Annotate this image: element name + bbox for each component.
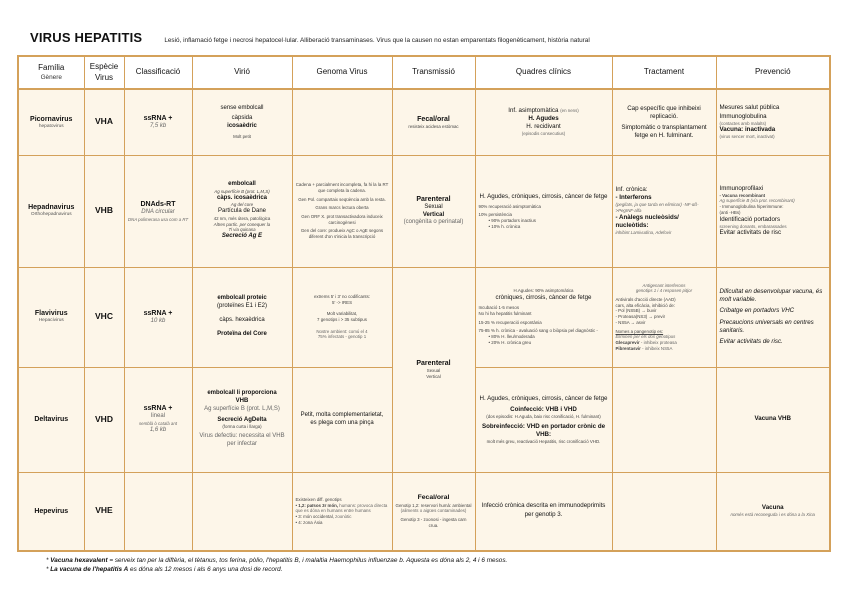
row-vhb	[18, 155, 830, 267]
cell-especie: VHA	[84, 89, 124, 155]
cell-especie: VHB	[84, 155, 124, 267]
cell-especie: VHD	[84, 367, 124, 472]
cell-classificacio: DNAds-RT DNA circular DNA polimerasa usa com a RT	[124, 155, 192, 267]
cell-genoma: Existeixen diff. genotips • 1,2: països 3r món, humans: provoca directa que es dóna en humans entre humans • 3: món occidental, zoonòtic • 4: zona Àsia	[292, 472, 392, 551]
cell-familia: Hepevirus	[18, 472, 84, 551]
cell-transmissio: Fecal/oral Genotip 1,2: reservori humà: ambiental (aliments o aigües contaminades) Genotip 3 - zoonosi - ingesta carn crua.	[392, 472, 475, 551]
cell-virio	[192, 472, 292, 551]
col-transmissio: Transmissió	[392, 56, 475, 89]
cell-especie: VHE	[84, 472, 124, 551]
cell-familia: Flavivirus Hepacivirus	[18, 267, 84, 367]
col-classificacio: Classificació	[124, 56, 192, 89]
cell-virio: embolcall li proporciona VHB Ag superfície B (prot. L,M,S) Secreció AgDelta (forma curta i llarga) Virus defectiu: necessita el VHB per infectar	[192, 367, 292, 472]
cell-tractament	[612, 472, 716, 551]
page-subtitle: Lesió, inflamació fetge i necrosi hepatocel·lular. Alliberació transaminases. Virus que la causen no estan emparentats filogenèticament, història natural	[164, 37, 590, 44]
header-row	[18, 56, 830, 89]
footnotes	[46, 556, 507, 575]
cell-familia: Hepadnavirus Orthohepadnavirus	[18, 155, 84, 267]
cell-quadres: H. Agudes, cròniques, cirrosis, càncer de fetge Coinfecció: VHB i VHD (dos episodis: H.Aguda, baix risc cronificació, H. fulminant) Sobreinfecció: VHD en portador crònic de VHB: molt més greu, reactivació Hepatitis, risc cronificació VHD.	[475, 367, 612, 472]
col-quadres: Quadres clínics	[475, 56, 612, 89]
cell-tractament: Inf. crònica: - Interferons (pegilats, ja que tarda en eliminar) -NF-αß->PegINF-alfa - Anàlegs nucleòsids/ nucleòtids: inhibint Lamivudina, Adefovir	[612, 155, 716, 267]
cell-familia: Deltavirus	[18, 367, 84, 472]
cell-transmissio: Fecal/oral resisteix acidesa estòmac	[392, 89, 475, 155]
col-tractament: Tractament	[612, 56, 716, 89]
row-vha	[18, 89, 830, 155]
cell-tractament: Antigenant interferons genotips 1 i 4 resposen pitjor Antivirals d'acció directe (AAD) cars, alta eficàcia, inhibició de: - Pol (NS5B) → buvir - Proteasa(NS3) → previr - NS5A → asvir Nomes a pangenotip es: Eliminen per els dos genotipus Glecaprevir - inhibeix proteasa Pibrentasvir - inhibeix NS5A	[612, 267, 716, 367]
cell-prevencio: Mesures salut pública Immunoglobulina (contactes amb malalts) Vacuna: inactivada (virus sencer mort, inactivat)	[716, 89, 830, 155]
cell-familia: Picornavirus hepatovirus	[18, 89, 84, 155]
title-row	[30, 30, 828, 45]
col-especie: Espècie Virus	[84, 56, 124, 89]
cell-quadres: Inf. asimptomàtica (en nens) H. Agudes H. recidivant (episodis consecutius)	[475, 89, 612, 155]
cell-tractament: Cap específic que inhibeixi replicació. Simptomàtic o transplantament fetge en H. fulminant.	[612, 89, 716, 155]
cell-genoma: Petit, molta complementarietat, es plega com una pinça	[292, 367, 392, 472]
row-vhe	[18, 472, 830, 551]
row-vhc	[18, 267, 830, 367]
col-familia: Família Gènere	[18, 56, 84, 89]
page-title: VIRUS HEPATITIS	[30, 30, 143, 45]
hepatitis-table	[17, 55, 831, 552]
cell-virio: sense embolcall càpsida icosaèdric Molt petit	[192, 89, 292, 155]
col-prevencio: Prevenció	[716, 56, 830, 89]
col-genoma: Genoma Virus	[292, 56, 392, 89]
cell-virio: embolcall Ag superfície B (prot. L,M,S) càps. icosaèdrica Ag del core Partícula de Dane 42 nm, més útera, patològica Altres partíc. per conequer la Ti via quinasa Secreció Ag E	[192, 155, 292, 267]
col-virio: Virió	[192, 56, 292, 89]
footnote-hepatitis-a: * La vacuna de l'hepatitis A es dóna als 12 mesos i als 6 anys una dosi de record.	[46, 566, 283, 574]
footnote-hexavalent: * Vacuna hexavalent = serveix tan per la diftèria, el tètanus, tos ferina, pòlio, l'hepatitis B, i malaltia Haemophilus influenzae b. Aquesta es dóna als 2, 4 i 6 mesos.	[46, 557, 508, 564]
vhb-persistencia-list: • 90% portadors inactius • 10% h. crònica	[479, 218, 609, 229]
cell-classificacio: ssRNA + 7,5 kb	[124, 89, 192, 155]
cell-prevencio: Immunoprofilaxi - Vacuna recombinant Ag superfície B (vía prot. recombinant) - Immunoglobulina hiperimmune: (anti -HBs) Identificació portadors screening donants, embarassades Evitar activitats de risc	[716, 155, 830, 267]
cell-quadres: Infecció crònica descrita en immunodeprimits per genotip 3.	[475, 472, 612, 551]
cell-transmissio: Parenteral Sexual Vertical (congènita o perinatal)	[392, 155, 475, 267]
cell-transmissio-vhc-vhd: Parenteral Sexual Vertical	[392, 267, 475, 472]
cell-classificacio: ssRNA + lineal semblà ò català ant 1,6 kb	[124, 367, 192, 472]
cell-classificacio	[124, 472, 192, 551]
cell-prevencio: Vacuna només està reconeguda i es dóna a la Xina	[716, 472, 830, 551]
cell-prevencio: Vacuna VHB	[716, 367, 830, 472]
cell-quadres: H.Agudes: 90% asimptomàtica cròniques, cirrosis, càncer de fetge Incubació 1-5 mesos No hi ha hepatitis fulminant 15-25 % recuperació espontània 75-85 % h. crònica - avaluació sang o biòpsia pel diagnòstic - • 80% H. lleu/moderada • 20% H. crònica greu	[475, 267, 612, 367]
vhc-cronica-list: • 80% H. lleu/moderada • 20% H. crònica greu	[479, 334, 609, 345]
cell-especie: VHC	[84, 267, 124, 367]
cell-quadres: H. Agudes, cròniques, cirrosis, càncer de fetge 90% recuperació asimptomàtica 10% persistència • 90% portadors inactius • 10% h. crònica	[475, 155, 612, 267]
cell-classificacio: ssRNA + 10 kb	[124, 267, 192, 367]
cell-virio: embolcall proteic (proteïnes E1 i E2) càps. hexaèdrica Proteïna del Core	[192, 267, 292, 367]
cell-genoma: Cadena + parcialment incompleta, fa hi la la RT que completa la cadena. Gen Pol. compartaix seqüència amb la resta. Grans marcs lectura oberta Gen ORF X. prot transactivadora induceix carcinogènesi Gen del core: produeix AgC o AgE segons diferent d'on s'inicia la transcripció	[292, 155, 392, 267]
cell-genoma: extrems 5' i 3' no codificants: 5' -> IRES Molt variabilitat, 7 genotips i > 35 subtipus Nostre ambient: comú el 4 75% infectats - genotip 1	[292, 267, 392, 367]
cell-tractament	[612, 367, 716, 472]
cell-genoma	[292, 89, 392, 155]
cell-prevencio: Dificultat en desenvolupar vacuna, és molt variable. Cribatge en portadors VHC Precaucions universals en centres sanitaris. Evitar activitats de risc.	[716, 267, 830, 367]
